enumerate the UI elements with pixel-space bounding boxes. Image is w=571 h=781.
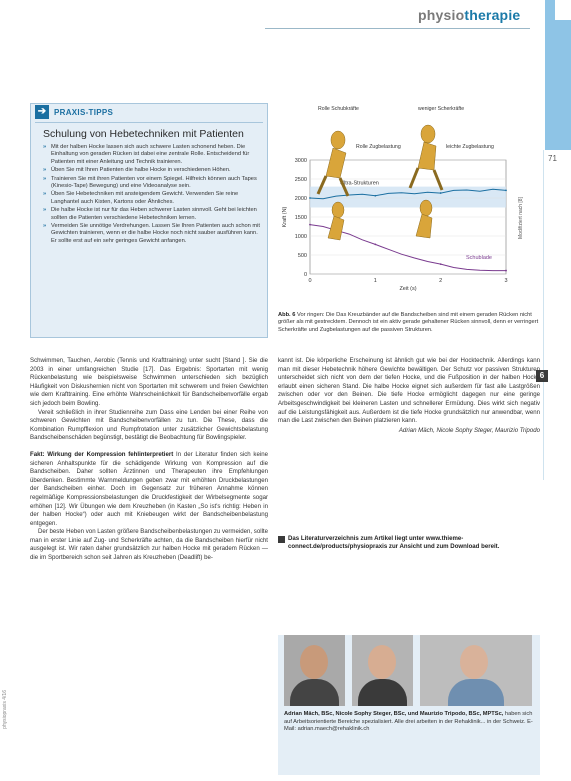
arrow-right-icon: ➔: [35, 105, 49, 119]
y-axis-label: Kraft (N): [282, 206, 288, 228]
y-tick-label: 500: [297, 253, 307, 259]
data-point: [309, 197, 311, 199]
data-point: [505, 190, 507, 192]
paragraph: Fakt: Wirkung der Kompression fehlinterpretiert In der Literatur finden sich keine sicheren Anhaltspunkte für die schädigende Wirkung von Kompression auf die Bandscheiben. Daher sollten Ärztinnen und Therapeuten ihre Empfehlungen überdenken. Bestimmte Warnmeldungen geben zwar mit erhöhten Druckbelastungen der Bandscheiben einher. Doch im Gegensatz zur früheren Annahme können regelmäßige Kompressionsbelastungen die Druckfestigkeit der Wirbelsegmente sogar erhöhen [12]. Wir Übungen wie dem Kreuzheben (in Kasten „So ist's richtig: Heben in der halben Hocke“) oder auch mit Kniebeugen wirkt der Bandscheibenbelastung entgegen.: [30, 450, 268, 527]
data-point: [374, 243, 376, 245]
section-heading: Fakt: Wirkung der Kompression fehlinterpretiert: [30, 450, 174, 458]
edge-note: physiopraxis 4/16: [2, 690, 8, 729]
data-point: [505, 270, 507, 272]
author-photo: [284, 635, 345, 706]
authors-text: Adrian Mäch, BSc, Nicole Sophy Steger, BSc, und Maurizio Tripodo, BSc, MPTSc, haben sich auf Arbeitsorientierte Bereiche spezialisiert. Alle drei arbeiten in der Rehaklinik... in der Schweiz. E-Mail: adrian.maech@rehaklinik.ch: [284, 711, 533, 732]
series-label: Schublade: [466, 254, 492, 261]
tips-title: Schulung von Hebetechniken mit Patienten: [43, 128, 244, 140]
side-divider: [543, 150, 544, 480]
annotation-label: Rolle Zugbelastung: [356, 144, 401, 150]
force-chart: [278, 98, 543, 308]
x-axis-label: Zeit (s): [399, 286, 417, 292]
author-photo: [420, 635, 532, 706]
data-point: [309, 224, 311, 226]
list-item: » Die halbe Hocke ist nur für das Heben schwerer Lasten sinnvoll. Geht bei leichten sollten die Patienten verschiedene Hebetechniken lernen.: [43, 207, 263, 222]
figure-caption: Abb. 6 Vor ringen: Die Das Kreuzbänder auf die Bandscheiben sind mit einem geraden Rücken nicht größer als mit gestrecktem. Dennoch ist ein aktiv gerade gehaltener Rücken sinnvoll, denn er verringert Scherkräfte und Zugbelastungen auf die passiven Strukturen.: [278, 312, 539, 333]
x-tick-label: 0: [308, 278, 312, 284]
authors-box: [278, 635, 540, 775]
y-tick-label: 3000: [294, 158, 307, 164]
figure-badge: 6: [536, 370, 548, 382]
author-signature: Adrian Mäch, Nicole Sophy Steger, Maurizio Tripodo: [398, 426, 540, 434]
paragraph: Der beste Heben von Lasten größere Bandscheibenbelastungen zu vermeiden, sollte man in erster Linie auf Zug- und Scherkräfte achten, da die Bandscheiben hierfür nicht ausgelegt ist. Wir raten daher grundsätzlich zur halben Hocke mit geradem Rücken — die im Sportbereich schon seit Jahren als Kreuzheben (Deadlift) be-: [30, 528, 269, 562]
list-item: » Üben Sie Hebetechniken mit ansteigendem Gewicht. Verwenden Sie reine Langhantel auch Kisten, Kartons oder Ähnliches.: [43, 191, 263, 206]
y-tick-label: 2500: [294, 177, 307, 183]
y-tick-label: 1000: [294, 234, 307, 240]
tips-header: [31, 104, 267, 120]
y-tick-label: 2000: [294, 196, 307, 202]
side-color-tab: [545, 0, 571, 150]
list-item: » Üben Sie mit Ihren Patienten die halbe Hocke in verschiedenen Höhen.: [43, 167, 263, 174]
y-tick-label: 1500: [294, 215, 307, 221]
annotation-label: Rolle Schubkräfte: [318, 106, 359, 112]
x-tick-label: 2: [439, 278, 443, 284]
data-point: [440, 263, 442, 265]
reference-note: Das Literaturverzeichnis zum Artikel liegt unter www.thieme-connect.de/products/physiopraxis zur Ansicht und zum Download bereit.: [278, 535, 540, 552]
header-rule: [265, 28, 530, 29]
list-item: » Mit der halben Hocke lassen sich auch schwere Lasten schonend heben. Die Einhaltung von geraden Rücken ist dabei eine zentrale Rolle. Entscheidend für Patienten mit einer Anleitung und Technik trainieren.: [43, 144, 263, 166]
magazine-brand: physiotherapie: [418, 7, 521, 23]
annotation-label: leichte Zugbelastung: [446, 144, 494, 150]
data-point: [440, 192, 442, 194]
author-photo: [352, 635, 413, 706]
series-label: Ultra-Strukturen: [340, 180, 379, 187]
annotation-label: weniger Scherkräfte: [418, 106, 465, 112]
body-column-right: [278, 357, 540, 435]
source-note: Modifiziert nach [8]: [518, 197, 524, 239]
data-point: [374, 195, 376, 197]
list-item: » Trainieren Sie mit ihren Patienten vor einem Spiegel. Hilfreich können auch Tapes (Kinesio-Tape) Bewegung) und eine Videoanalyse sein.: [43, 176, 263, 191]
paragraph: Schwimmen, Tauchen, Aerobic (Tennis und Krafttraining) unter sucht [Stand ]. Sie die 2003 in einer umfangreichen Studie [17]. Das Ergebnis: Sportarten mit wenig Rückenbelastung wie beispielsweise Schwimmen unterschieden sich bezüglich Häufigkeit von Diskushernien nicht von Sportarten mit schwerem und freien Gewichten wie dem Krafttraining. Eine erhöhte Wahrscheinlichkeit für Bandscheibenvorfälle ergab sich jedoch beim Bowling.: [30, 357, 268, 407]
paragraph: kannt ist. Die körperliche Erscheinung ist ähnlich gut wie bei der Hocktechnik. Allerdings kann man mit dieser Hebetechnik höhere Gewichte bewältigen. Der Schutz vor passiven Strukturen unterscheidet sich nicht von dem der tiefen Hocke, und die Fußposition in der halben Hocke erlaubt einen sicheren Stand. Die halbe Hocke eignet sich außerdem für fast alle Lastgrößen zwischen oder vor den Beinen. Die tiefe Hocke ermöglicht dagegen nur eine geringe Arbeitsgeschwindigkeit bei kleineren Lasten und schnellerer Ermüdung. Dies wirkt sich negativ auf die Leistungsfähigkeit aus. Außerdem ist die tiefe Hocke grundsätzlich nur anwendbar, wenn man die Last zwischen den Beinen platzieren kann.: [278, 357, 540, 425]
list-item: » Vermeiden Sie unnötige Verdrehungen. Lassen Sie Ihren Patienten auch schon mit Gewichten trainieren, wenn er die halbe Hocke noch nicht sauber ausführen kann. Er sollte erst auf ein sehr geringes Gewicht anfangen.: [43, 223, 263, 245]
practice-tips-box: [30, 103, 268, 338]
body-column-left: [30, 357, 268, 563]
paragraph: Vereit schließlich in ihrer Studienreihe zum Dass eine Lenden bei einer Reihe von schweren Gewichten mit Bandscheibenvorfällen zu tun. Die These, dass die Kombination Rumpfflexion und Rumpfrotation unter zusätzlicher Gewichtsbelastung Bandscheibenschäden begünstigt, bestätigt die Beobachtung für Bowlingspieler.: [30, 408, 268, 442]
tips-list: [43, 144, 263, 246]
page-number: 71: [548, 154, 557, 163]
x-tick-label: 1: [373, 278, 377, 284]
y-tick-label: 0: [303, 272, 307, 278]
x-tick-label: 3: [504, 278, 508, 284]
tips-label: PRAXIS-TIPPS: [54, 107, 114, 117]
